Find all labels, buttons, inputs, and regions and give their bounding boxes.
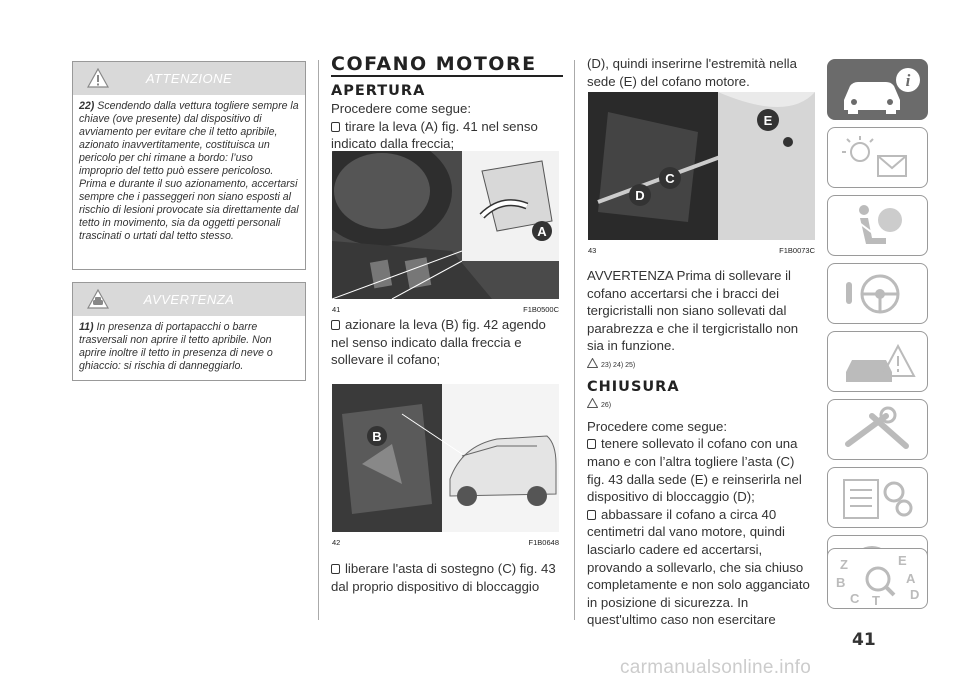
apertura-intro: Procedere come segue: (331, 101, 472, 117)
warning-text: In presenza di portapacchi o barre trasversali non aprire il tetto apribile. Non aprire inoltre il tetto in presenza di neve o ghiaccio: si rischia di danneggiarlo. (79, 321, 273, 372)
refs-2-text: 26) (601, 402, 612, 410)
callout-b: B (372, 429, 382, 444)
warning-num: 11) (79, 321, 94, 333)
chiusura-intro: Procedere come segue: (587, 418, 728, 434)
callout-e: E (763, 113, 773, 128)
index-letter: B (836, 575, 846, 590)
tab-index[interactable] (827, 548, 928, 609)
warning-body (73, 316, 305, 379)
column-divider-1 (318, 60, 319, 620)
tab-car-info[interactable] (827, 59, 928, 120)
page-number: 41 (852, 630, 876, 650)
warning-header (73, 283, 305, 316)
warning-title: AVVERTENZA (143, 292, 235, 307)
airbag-seat-icon (828, 196, 929, 257)
tab-safety[interactable] (827, 195, 928, 256)
bullet-icon (331, 320, 340, 330)
hood-release-illustration (332, 384, 559, 532)
technical-data-icon (828, 468, 929, 529)
figure-41-caption (332, 305, 559, 314)
warning-box (72, 282, 306, 381)
car-info-icon (828, 60, 929, 121)
column-divider-2 (574, 60, 575, 620)
bullet-icon (331, 564, 340, 574)
index-letter: Z (840, 557, 848, 572)
bullet-icon (587, 439, 596, 449)
middle-column-step2 (331, 316, 563, 369)
warning-lights-icon (828, 128, 929, 189)
figure-43-code: F1B0073C (779, 246, 815, 255)
index-letter: E (898, 553, 907, 568)
svg-text:i: i (905, 71, 911, 90)
tab-driving[interactable] (827, 263, 928, 324)
chiusura-step-1 (587, 435, 815, 505)
tab-maintenance[interactable] (827, 399, 928, 460)
hood-prop-rod-illustration (588, 92, 815, 240)
refs-2 (587, 397, 815, 415)
section-heading: COFANO MOTORE (331, 53, 537, 75)
attention-title: ATTENZIONE (145, 71, 233, 86)
tab-technical-data[interactable] (827, 467, 928, 528)
attention-body (73, 95, 305, 249)
tab-emergency[interactable] (827, 331, 928, 392)
right-column-top (587, 55, 815, 90)
index-letter: D (910, 587, 920, 602)
right-column-bottom (587, 267, 815, 629)
callout-a: A (537, 224, 547, 239)
emergency-icon (828, 332, 929, 393)
attention-num: 22) (79, 100, 95, 112)
apertura-step-2 (331, 316, 563, 369)
maintenance-icon (828, 400, 929, 461)
attention-box (72, 61, 306, 270)
figure-41-image (332, 151, 559, 299)
callout-d: D (635, 188, 645, 203)
figure-42-caption (332, 538, 559, 547)
bullet-icon (587, 510, 596, 520)
figure-43-number: 43 (588, 246, 597, 255)
callout-c: C (665, 171, 675, 186)
apertura-step-1 (331, 118, 563, 153)
warning-mini-icon (587, 358, 598, 368)
middle-column-step3 (331, 560, 563, 595)
figure-42-code: F1B0648 (528, 538, 559, 547)
hood-notice: AVVERTENZA Prima di sollevare il cofano accertarsi che i bracci dei tergicristalli non siano sollevati dal parabrezza e che il tergicristallo non sia in funzione. (587, 268, 799, 354)
index-letter: T (872, 593, 880, 608)
attention-text: Scendendo dalla vettura togliere sempre la chiave (ove presente) dal dispositivo di avviamento per evitare che il tetto apribile, azionato inavvertitamente, costituisca un pericolo per chi rimane a bordo: l’uso improprio del tetto può essere pericoloso. Prima e durante il suo azionamento, accertarsi sempre che i passeggeri non siano esposti al rischio di lesioni provocate sia direttamente dal tetto in movimento, sia da oggetti personali trascinati o urtati dal tetto stesso. (79, 100, 299, 242)
apertura-continued: (D), quindi inserirne l'estremità nella sede (E) del cofano motore. (587, 56, 797, 89)
steering-wheel-icon (828, 264, 929, 325)
refs-1 (587, 357, 815, 375)
step-text: azionare la leva (B) fig. 42 agendo nel senso indicato dalla freccia e sollevare il cofano; (331, 317, 546, 368)
warning-mini-icon (587, 398, 598, 408)
subheading-apertura: APERTURA (331, 82, 426, 99)
figure-42-image (332, 384, 559, 532)
chiusura-step-2 (587, 506, 815, 629)
middle-column (331, 53, 563, 153)
step-text: abbassare il cofano a circa 40 centimetri dal vano motore, quindi lasciarlo cadere ed accertarsi, provando a sollevarlo, che sia chiuso completamente e non solo agganciato in posizione di sicurezza. In quest'ultimo caso non esercitare (587, 506, 810, 628)
step-text: liberare l'asta di sostegno (C) fig. 43 dal proprio dispositivo di bloccaggio (331, 561, 556, 594)
figure-41-number: 41 (332, 305, 341, 314)
figure-43-caption (588, 246, 815, 255)
step-text: tenere sollevato il cofano con una mano e con l’altra togliere l’asta (C) fig. 43 dalla sede (E) e reinserirla nel dispositivo di bloccaggio (D); (587, 436, 802, 505)
index-letter: C (850, 591, 860, 606)
attention-header (73, 62, 305, 95)
figure-41-code: F1B0500C (523, 305, 559, 314)
watermark: carmanualsonline.info (620, 657, 812, 678)
subheading-chiusura: CHIUSURA (587, 378, 680, 395)
figure-43-image (588, 92, 815, 240)
figure-42-number: 42 (332, 538, 341, 547)
index-icon (828, 549, 929, 610)
index-letter: A (906, 571, 916, 586)
step-text: tirare la leva (A) fig. 41 nel senso indicato dalla freccia; (331, 118, 538, 152)
tab-warning-lights[interactable] (827, 127, 928, 188)
refs-1-text: 23) 24) 25) (601, 361, 636, 369)
hood-lever-illustration (332, 151, 559, 299)
bullet-icon (331, 122, 340, 132)
apertura-step-3 (331, 560, 563, 595)
